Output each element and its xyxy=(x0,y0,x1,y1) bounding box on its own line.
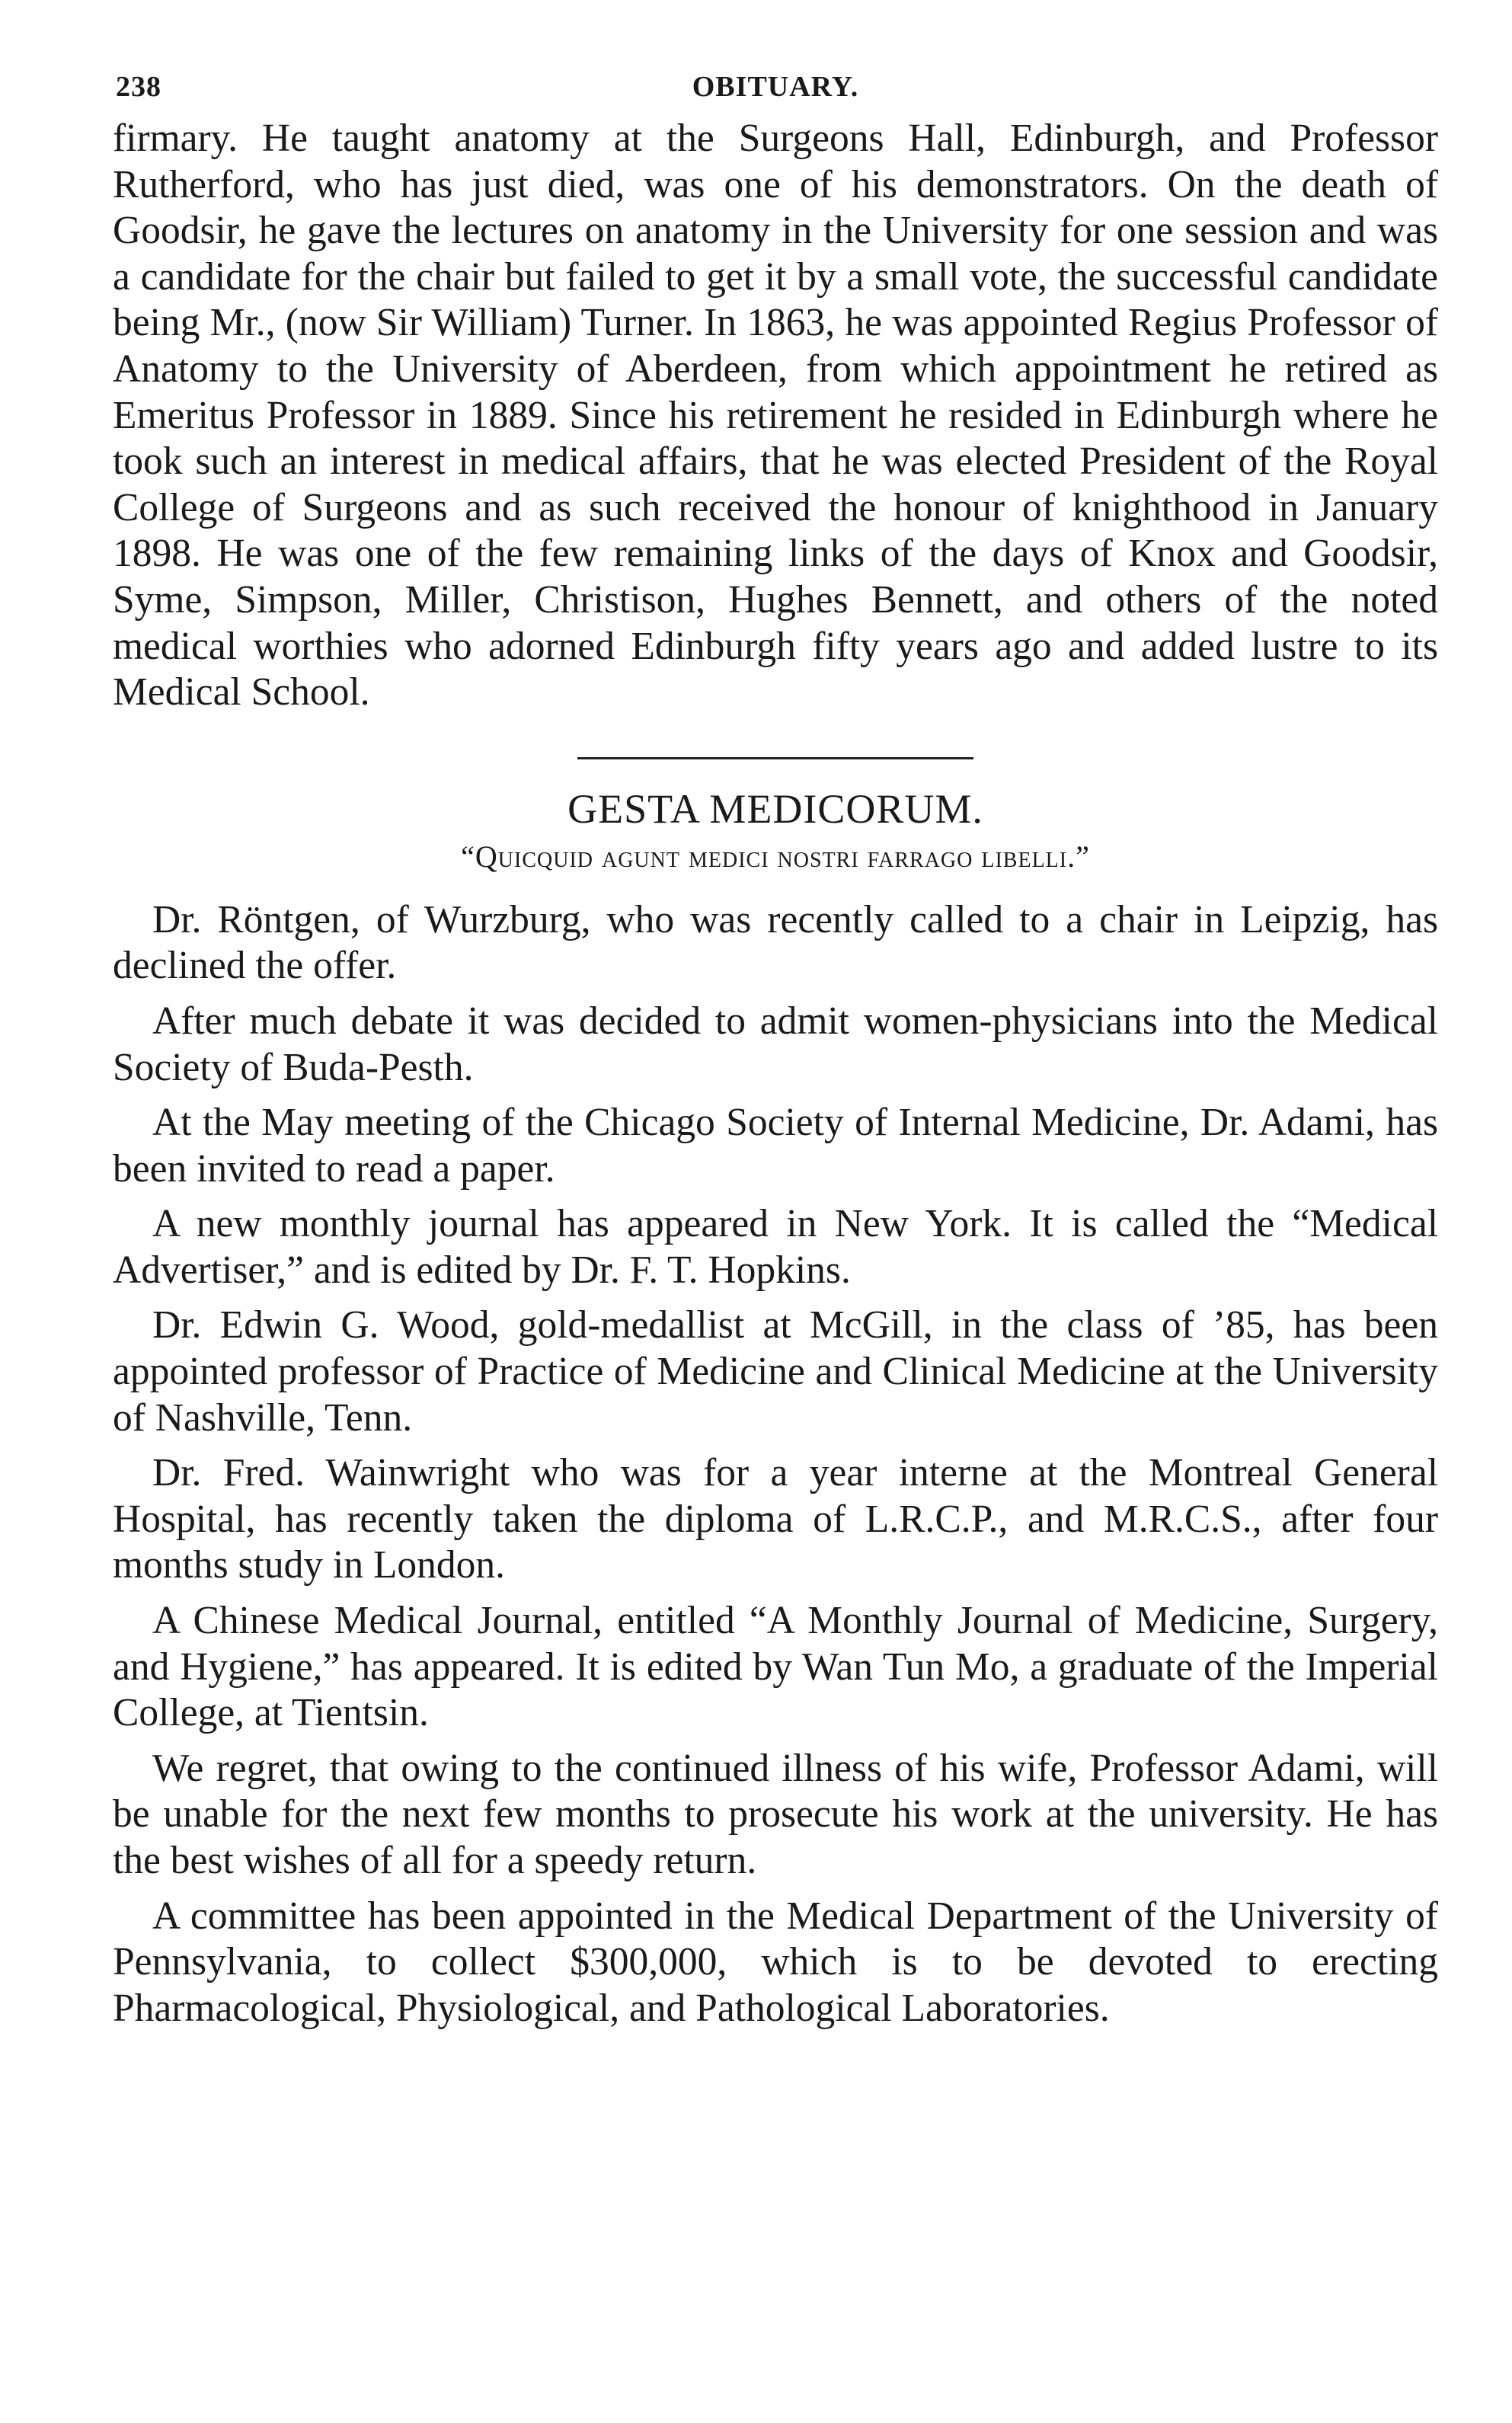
page-header xyxy=(113,70,1438,116)
news-item-9: A committee has been appointed in the Medical Department of the University of Pennsylvania, to collect $300,000, which is to be devoted to erecting Pharmacological, Physiological, and Pathological Laboratories. xyxy=(113,1894,1438,2030)
section-divider xyxy=(577,757,973,759)
news-item-6: Dr. Fred. Wainwright who was for a year interne at the Montreal General Hospital, has recently taken the diploma of L.R.C.P., and M.R.C.S., after four months study in London. xyxy=(113,1451,1438,1587)
page xyxy=(113,70,1438,2031)
section-motto: “Quicquid agunt medici nostri farrago libelli.” xyxy=(461,839,1090,874)
section-title: GESTA MEDICORUM. xyxy=(567,785,983,832)
obituary-paragraph: firmary. He taught anatomy at the Surgeons Hall, Edinburgh, and Professor Rutherford, who has just died, was one of his demonstrators. On the death of Goodsir, he gave the lectures on anatomy in the University for one session and was a candidate for the chair but failed to get it by a small vote, the successful candidate being Mr., (now Sir William) Turner. In 1863, he was appointed Regius Professor of Anatomy to the University of Aberdeen, from which appointment he retired as Emeritus Professor in 1889. Since his retirement he resided in Edinburgh where he took such an interest in medical affairs, that he was elected President of the Royal College of Surgeons and as such received the honour of knighthood in January 1898. He was one of the few remaining links of the days of Knox and Goodsir, Syme, Simpson, Miller, Christison, Hughes Bennett, and others of the noted medical worthies who adorned Edinburgh fifty years ago and added lustre to its Medical School. xyxy=(113,117,1438,714)
news-item-4: A new monthly journal has appeared in New York. It is called the “Medical Advertiser,” and is edited by Dr. F. T. Hopkins. xyxy=(113,1202,1438,1292)
news-item-1: Dr. Röntgen, of Wurzburg, who was recently called to a chair in Leipzig, has declined the offer. xyxy=(113,897,1438,988)
news-item-8: We regret, that owing to the continued illness of his wife, Professor Adami, will be unable for the next few months to prosecute his work at the university. He has the best wishes of all for a speedy return. xyxy=(113,1746,1438,1882)
news-item-5: Dr. Edwin G. Wood, gold-medallist at McGill, in the class of ’85, has been appointed professor of Practice of Medicine and Clinical Medicine at the University of Nashville, Tenn. xyxy=(113,1303,1438,1440)
news-item-2: After much debate it was decided to admit women-physicians into the Medical Society of Buda-Pesth. xyxy=(113,999,1438,1089)
news-item-7: A Chinese Medical Journal, entitled “A Monthly Journal of Medicine, Surgery, and Hygiene,” has appeared. It is edited by Wan Tun Mo, a graduate of the Imperial College, at Tientsin. xyxy=(113,1599,1438,1735)
news-item-3: At the May meeting of the Chicago Society of Internal Medicine, Dr. Adami, has been invited to read a paper. xyxy=(113,1101,1438,1191)
page-number: 238 xyxy=(116,71,161,103)
running-title: OBITUARY. xyxy=(692,71,859,103)
